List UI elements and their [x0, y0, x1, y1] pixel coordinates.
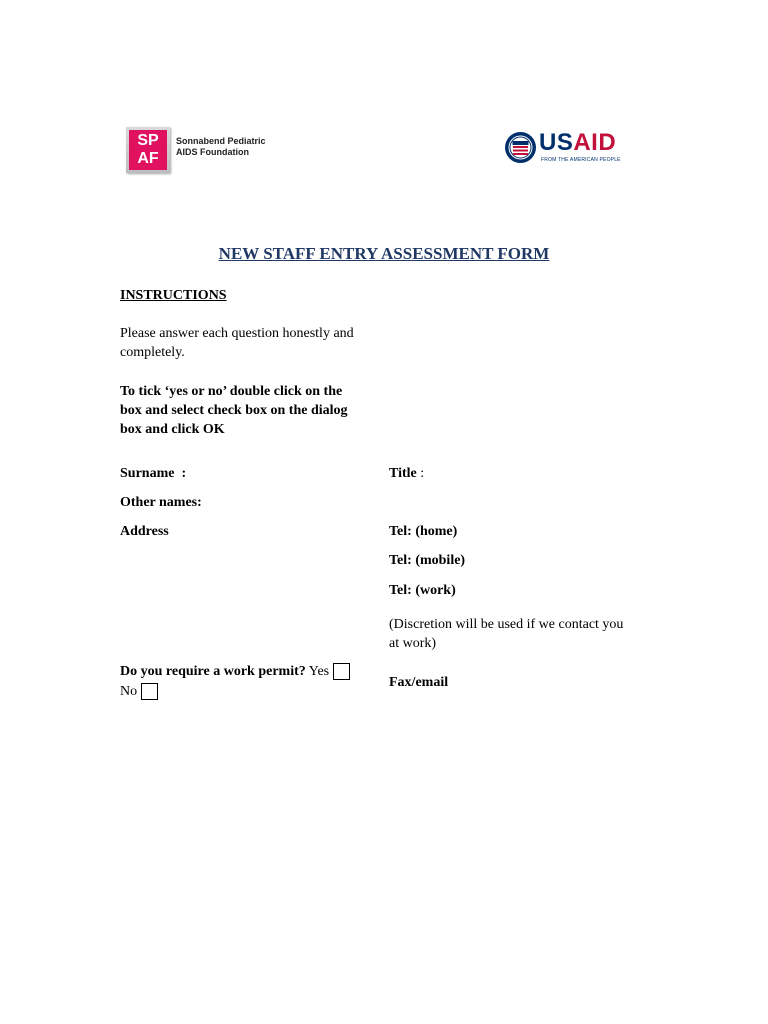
work-permit-no-checkbox[interactable]	[141, 683, 158, 700]
tick-instructions-line: box and select check box on the dialog	[120, 403, 348, 418]
tel-mobile-label: Tel: (mobile)	[389, 553, 466, 568]
spaf-logo-name	[176, 136, 266, 158]
instructions-line: completely.	[120, 345, 185, 360]
other-names-label: Other names:	[120, 495, 202, 510]
usaid-seal-icon	[504, 131, 537, 164]
fax-email-label: Fax/email	[389, 675, 449, 690]
instructions-heading: INSTRUCTIONS	[120, 288, 227, 303]
form-title: NEW STAFF ENTRY ASSESSMENT FORM	[218, 244, 550, 263]
work-permit-yes-checkbox[interactable]	[333, 663, 350, 680]
work-permit-question: Do you require a work permit?	[120, 664, 306, 679]
spaf-logo	[126, 127, 170, 173]
usaid-wordmark-aid: AID	[573, 129, 617, 156]
work-permit-no-row	[120, 682, 158, 701]
usaid-wordmark	[539, 131, 616, 155]
title-colon: :	[416, 466, 425, 481]
address-label: Address	[120, 524, 169, 539]
title-field	[389, 464, 424, 483]
instructions-line: Please answer each question honestly and	[120, 326, 354, 341]
tick-instructions-line: box and click OK	[120, 422, 225, 437]
instructions-text	[120, 324, 354, 362]
tel-home-label: Tel: (home)	[389, 524, 458, 539]
work-permit-no-label: No	[120, 684, 138, 699]
usaid-tagline: FROM THE AMERICAN PEOPLE	[541, 157, 621, 163]
spaf-logo-mark	[129, 130, 167, 170]
tick-instructions-line: To tick ‘yes or no’ double click on the	[120, 384, 343, 399]
work-permit-question-row	[120, 662, 350, 681]
discretion-note-line: at work)	[389, 636, 437, 651]
surname-label: Surname :	[120, 466, 187, 481]
tel-work-label: Tel: (work)	[389, 583, 456, 598]
title-label: Title	[389, 466, 417, 481]
spaf-logo-letters-top: SP	[137, 132, 159, 149]
spaf-logo-letters-bottom: AF	[137, 150, 159, 167]
discretion-note	[389, 615, 623, 653]
discretion-note-line: (Discretion will be used if we contact you	[389, 617, 624, 632]
tick-instructions	[120, 382, 348, 439]
usaid-wordmark-us: US	[539, 129, 574, 156]
spaf-name-line1: Sonnabend Pediatric	[176, 136, 266, 146]
work-permit-yes-label: Yes	[308, 664, 330, 679]
spaf-name-line2: AIDS Foundation	[176, 147, 249, 157]
